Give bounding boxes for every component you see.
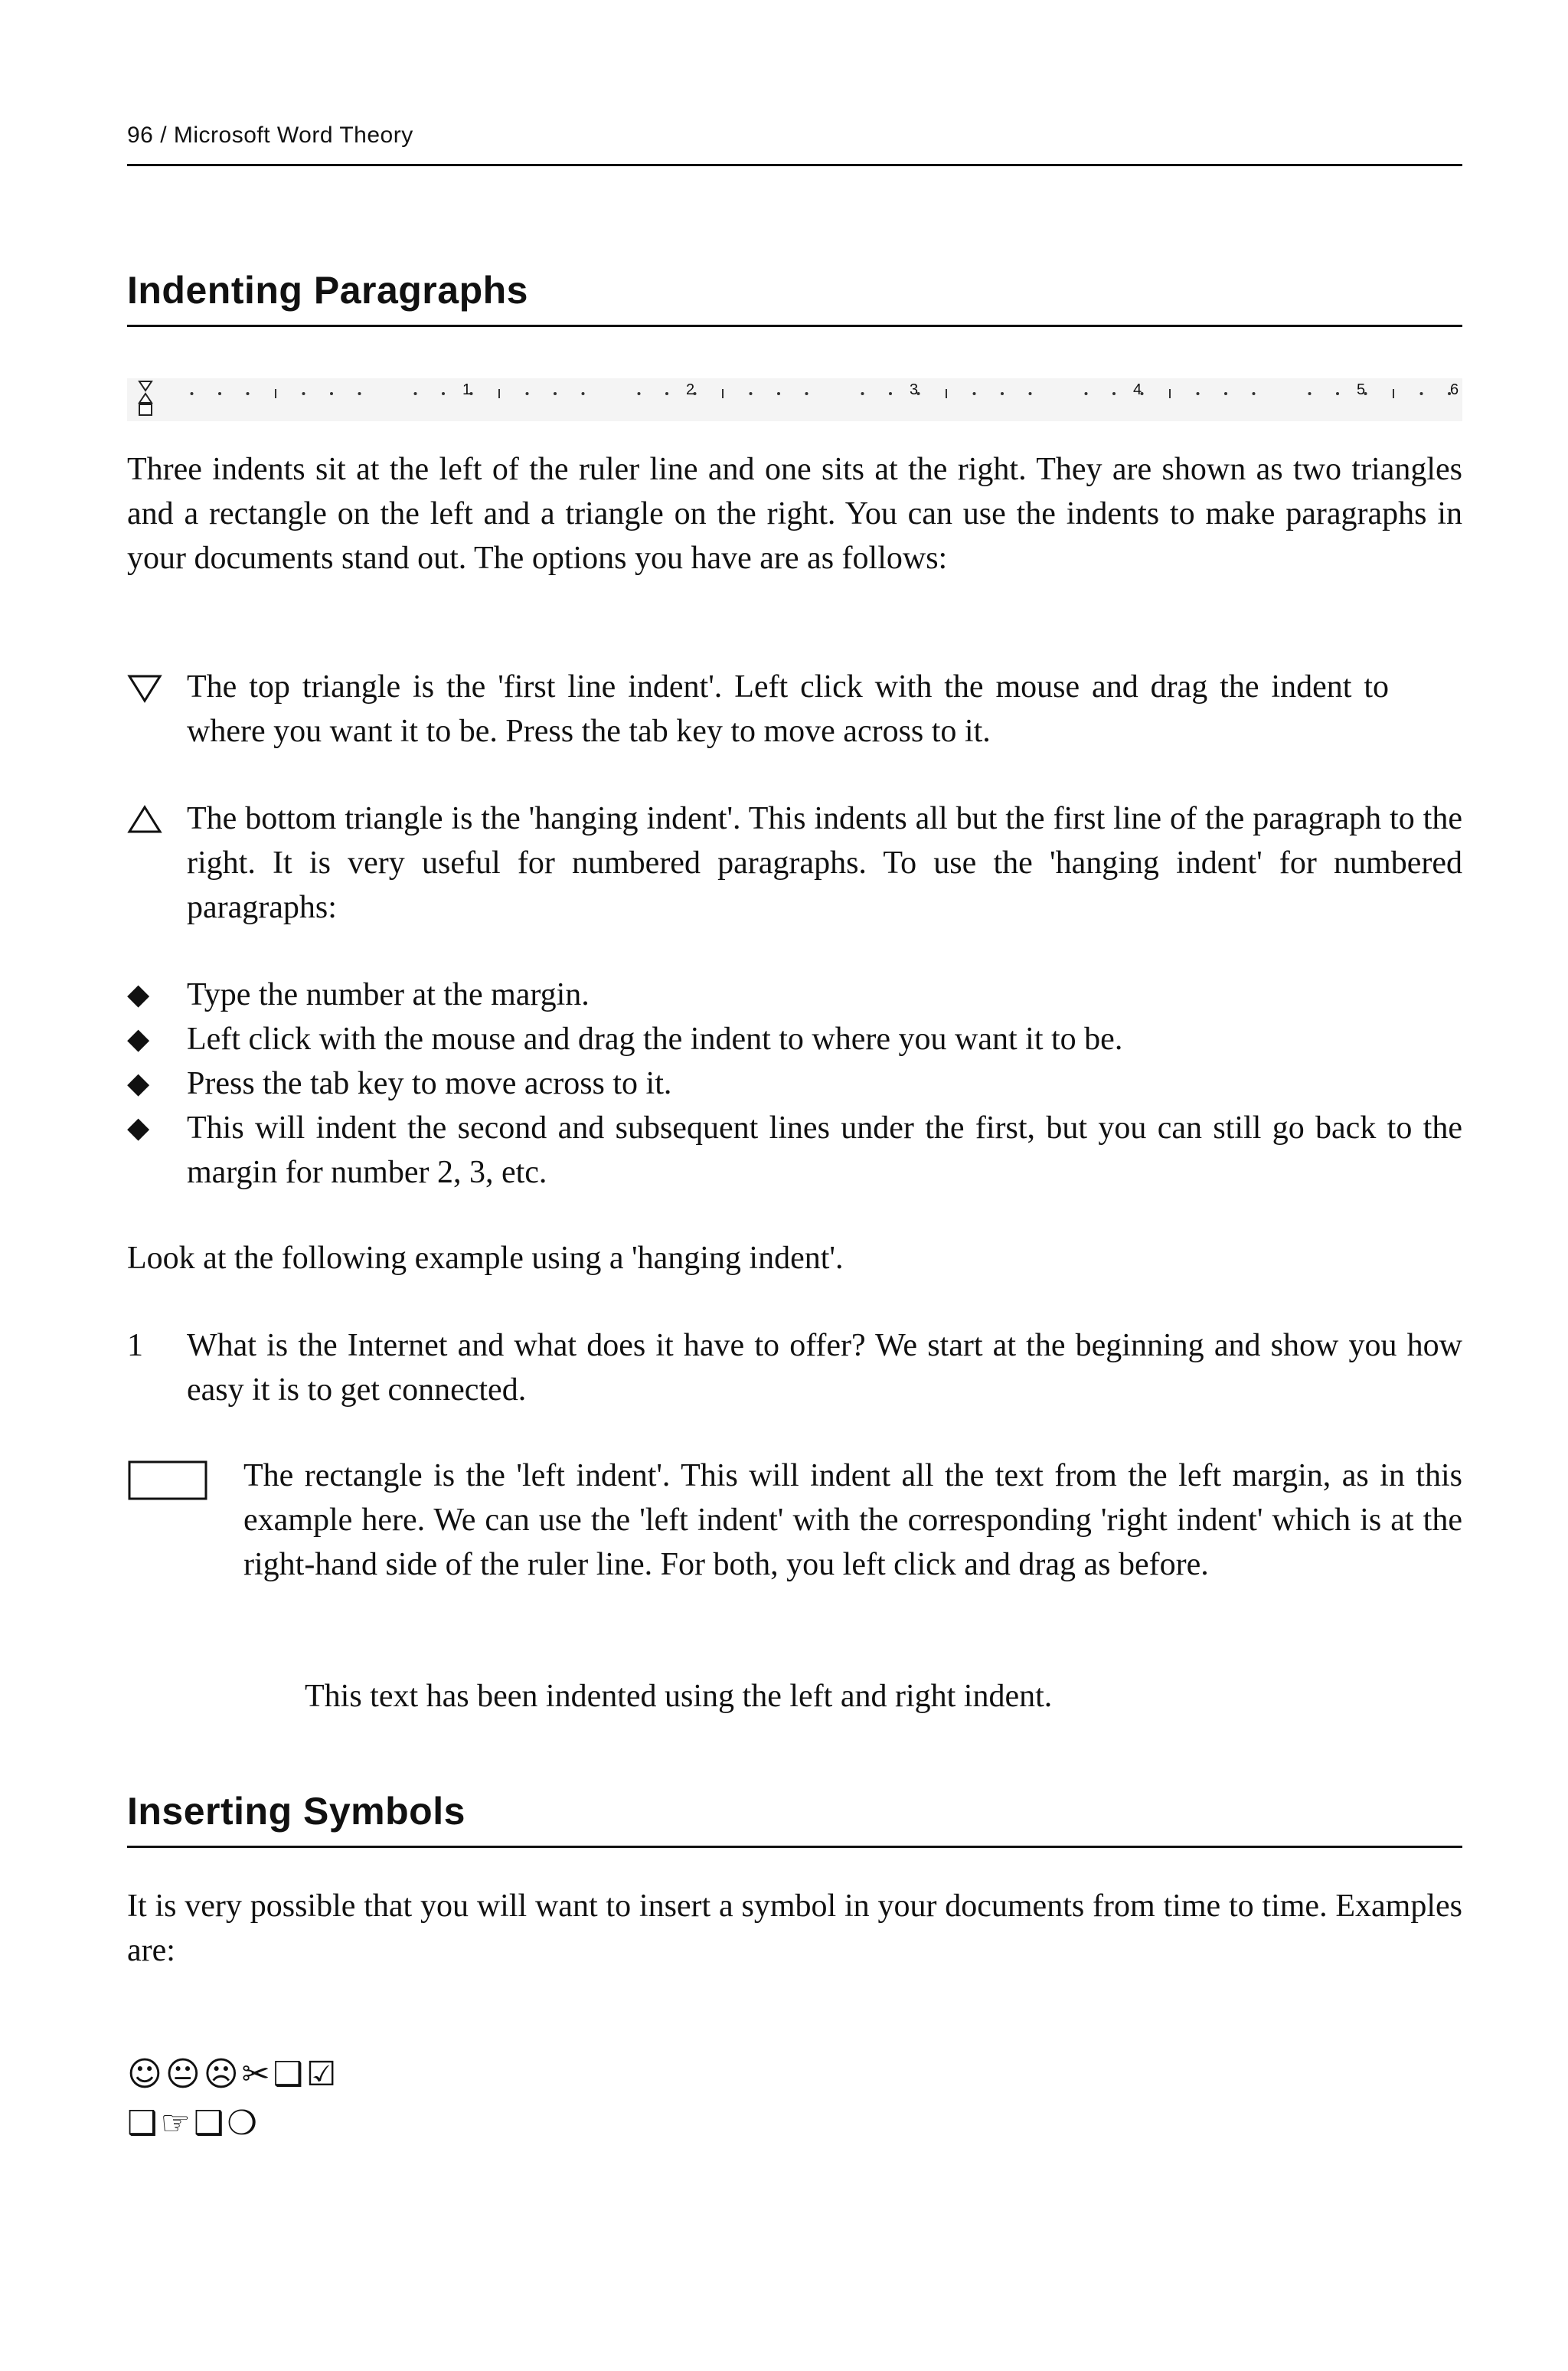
ruler-graphic (127, 371, 1462, 432)
ruler-label-1: 1 (462, 381, 472, 398)
ruler-tick (191, 392, 194, 395)
ruler-label-2: 2 (686, 381, 695, 398)
section-title-symbols: Inserting Symbols (127, 1790, 466, 1833)
ruler-tick (1001, 392, 1004, 395)
ruler-tick (1197, 392, 1200, 395)
page-header: 96 / Microsoft Word Theory (127, 123, 413, 148)
ruler-tick (554, 392, 557, 395)
header-rule (127, 164, 1462, 166)
ruler-tick (442, 392, 445, 395)
ruler-tick (218, 392, 221, 395)
ruler-tick (750, 392, 753, 395)
example-number: 1 (127, 1328, 143, 1363)
bullet-item-4: This will indent the second and subsequent lines under the first, but you can still go back to the margin for number 2, 3, etc. (187, 1110, 1462, 1190)
bullet-item-2: Left click with the mouse and drag the indent to where you want it to be. (187, 1022, 1123, 1057)
section-rule (127, 325, 1462, 327)
ruler-tick (973, 392, 976, 395)
bullet-item-1: Type the number at the margin. (187, 977, 590, 1012)
ruler-tick (889, 392, 892, 395)
bullet-diamond-icon: ◆ (127, 1112, 150, 1144)
ruler-tick (247, 392, 250, 395)
down-triangle-icon (127, 672, 173, 718)
ruler-tick (638, 392, 641, 395)
example-intro: Look at the following example using a 'hanging indent'. (127, 1241, 844, 1276)
ruler-tick (1112, 392, 1116, 395)
ruler-tick (330, 392, 333, 395)
left-indent-text: The rectangle is the 'left indent'. This will indent all the text from the left margin, as in this example here. We can use the 'left indent' with the corresponding 'right indent' which is at the right-hand side of the ruler line. For both, you left click and drag as before. (243, 1458, 1462, 1582)
ruler-tick (526, 392, 529, 395)
example-text: What is the Internet and what does it have to offer? We start at the beginning and show you how easy it is to get connected. (187, 1328, 1462, 1408)
bullet-diamond-icon: ◆ (127, 1068, 150, 1100)
ruler-tick (665, 392, 668, 395)
ruler-tick (1085, 392, 1088, 395)
ruler-tick (358, 392, 361, 395)
symbols-row-2: ❑☞❑❍ (127, 2104, 260, 2143)
symbols-intro: It is very possible that you will want to insert a symbol in your documents from time to time. Examples are: (127, 1889, 1462, 1968)
ruler-label-3: 3 (910, 381, 919, 398)
ruler (127, 371, 1462, 432)
ruler-label-5: 5 (1357, 381, 1366, 398)
ruler-tick (302, 392, 305, 395)
symbols-row-1: ☺😐☹✂❑☑ (127, 2055, 340, 2094)
bullet-item-3: Press the tab key to move across to it. (187, 1066, 672, 1101)
ruler-tick (1253, 392, 1256, 395)
ruler-tick (582, 392, 585, 395)
first-line-indent-text: The top triangle is the 'first line indent'. Left click with the mouse and drag the indent to where you want it to be. Press the tab key to move across to it. (187, 669, 1389, 749)
left-indent-marker[interactable] (139, 404, 152, 415)
up-triangle-icon (127, 804, 173, 850)
ruler-tick (414, 392, 417, 395)
section-rule (127, 1846, 1462, 1848)
bullet-diamond-icon: ◆ (127, 1023, 150, 1055)
section-title-indenting: Indenting Paragraphs (127, 269, 528, 312)
ruler-label-6: 6 (1450, 381, 1459, 398)
intro-paragraph: Three indents sit at the left of the ruler line and one sits at the right. They are shown as two triangles and a rectangle on the left and a triangle on the right. You can use the indents to make paragraphs in your documents stand out. The options you have are as follows: (127, 452, 1462, 576)
ruler-label-4: 4 (1133, 381, 1142, 398)
ruler-tick (1224, 392, 1227, 395)
indented-sample-text: This text has been indented using the left and right indent. (305, 1679, 1053, 1714)
ruler-tick (777, 392, 780, 395)
ruler-tick (861, 392, 864, 395)
ruler-tick (1029, 392, 1032, 395)
ruler-tick (805, 392, 808, 395)
bullet-diamond-icon: ◆ (127, 979, 150, 1011)
hanging-indent-text: The bottom triangle is the 'hanging indent'. This indents all but the first line of the paragraph to the right. It is very useful for numbered paragraphs. To use the 'hanging indent' for numbered paragraphs: (187, 801, 1462, 925)
ruler-tick (1420, 392, 1423, 395)
ruler-tick (1308, 392, 1312, 395)
rectangle-icon (127, 1460, 208, 1505)
ruler-tick (1336, 392, 1339, 395)
